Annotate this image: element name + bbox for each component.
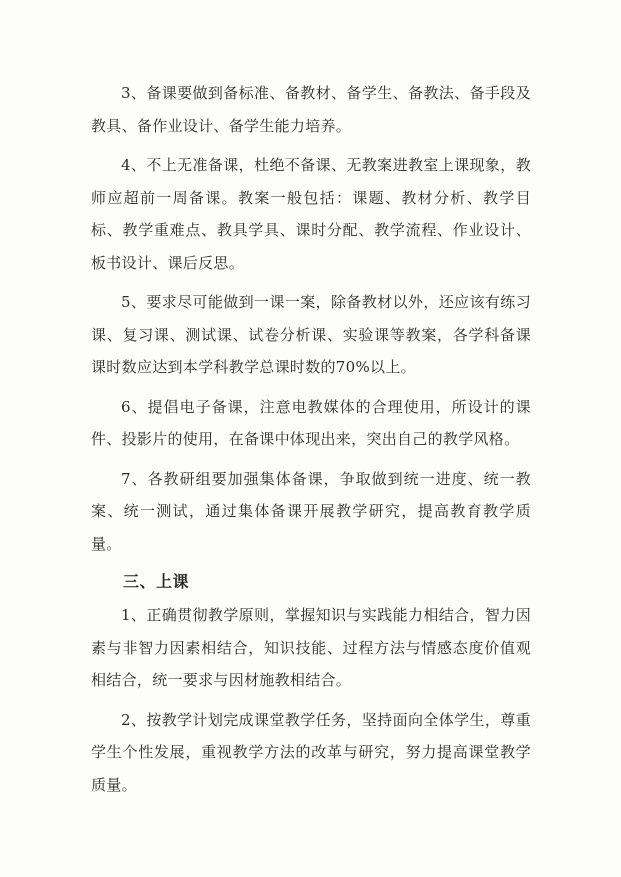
paragraph-class-item-1: 1、正确贯彻教学原则，掌握知识与实践能力相结合，智力因素与非智力因素相结合，知识技能、过程方法与情感态度价值观相结合，统一要求与因材施教相结合。 <box>91 606 531 689</box>
section-heading-classes: 三、上课 <box>123 572 190 591</box>
paragraph-item-7: 7、各教研组要加强集体备课，争取做到统一进度、统一教案、统一测试，通过集体备课开展教学研究，提高教育教学质量。 <box>91 469 531 553</box>
paragraph-item-4: 4、不上无准备课，杜绝不备课、无教案进教室上课现象，教师应超前一周备课。教案一般包括：课题、教材分析、教学目标、教学重难点、教具学具、课时分配、教学流程、作业设计、板书设计、课后反思。 <box>91 156 531 272</box>
paragraph-item-3: 3、备课要做到备标准、备教材、备学生、备教法、备手段及教具、备作业设计、备学生能力培养。 <box>91 84 531 135</box>
document-body <box>91 77 531 808</box>
paragraph-item-6: 6、提倡电子备课，注意电教媒体的合理使用，所设计的课件、投影片的使用，在备课中体现出来，突出自己的教学风格。 <box>91 397 531 448</box>
paragraph-class-item-2: 2、按教学计划完成课堂教学任务，坚持面向全体学生，尊重学生个性发展，重视教学方法的改革与研究，努力提高课堂教学质量。 <box>91 710 531 794</box>
paragraph-item-5: 5、要求尽可能做到一课一案，除备教材以外，还应该有练习课、复习课、测试课、试卷分析课、实验课等教案，各学科备课课时数应达到本学科教学总课时数的70%以上。 <box>91 293 531 376</box>
